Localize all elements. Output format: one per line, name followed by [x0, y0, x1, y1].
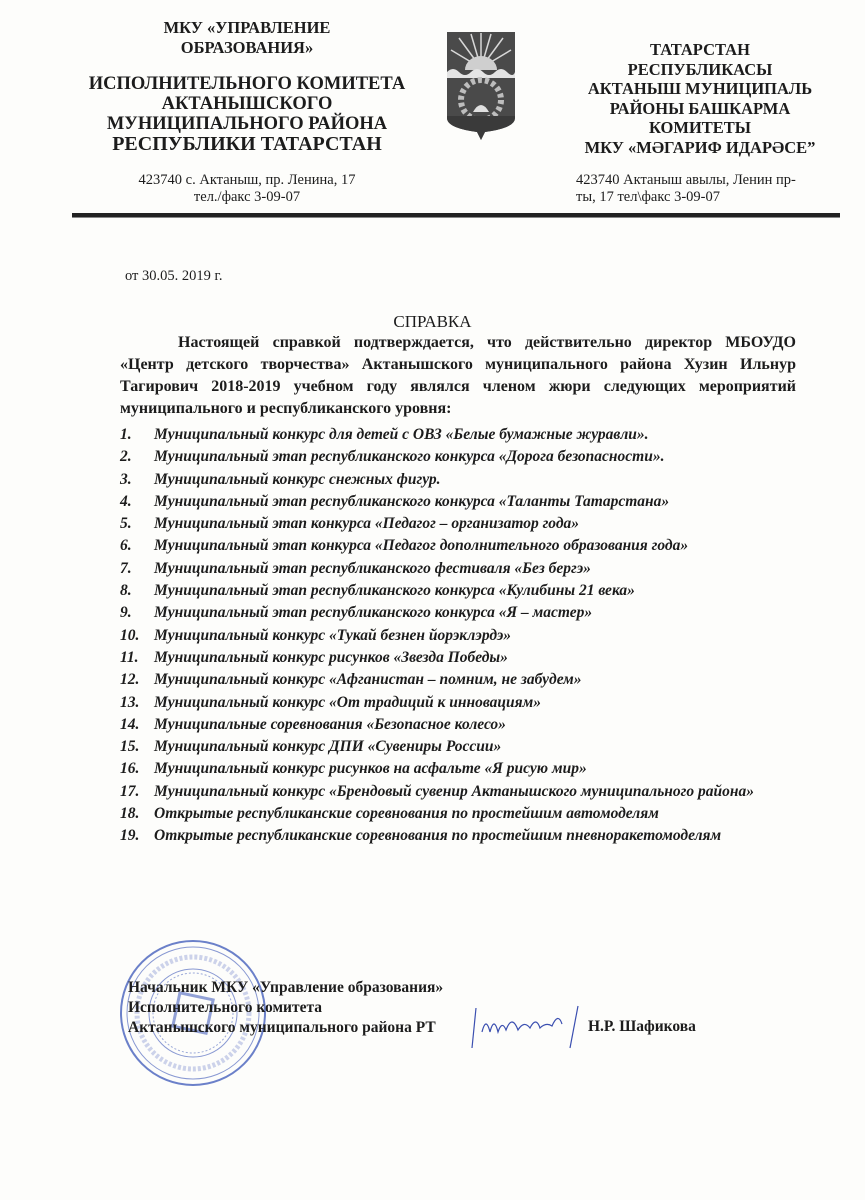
address-right-line1: 423740 Актаныш авылы, Ленин пр- [576, 172, 796, 188]
position-line2: Исполнительного комитета [128, 999, 323, 1016]
list-item: 5. Муниципальный этап конкурса «Педагог – организатор года» [120, 515, 580, 533]
committee-line1: ИСПОЛНИТЕЛЬНОГО КОМИТЕТА [88, 74, 406, 94]
org-name-line2: ОБРАЗОВАНИЯ» [180, 38, 314, 57]
committee-line4: РЕСПУБЛИКИ ТАТАРСТАН [112, 133, 382, 155]
signer-name: Н.Р. Шафикова [588, 1018, 696, 1035]
list-item: 6. Муниципальный этап конкурса «Педагог дополнительного образования года» [120, 537, 689, 555]
tatar-line5: КОМИТЕТЫ [648, 118, 751, 137]
list-item: 12. Муниципальный конкурс «Афганистан – помним, не забудем» [120, 671, 582, 689]
address-line2: тел./факс 3-09-07 [193, 189, 301, 205]
list-item: 14. Муниципальные соревнования «Безопасное колесо» [120, 715, 506, 733]
tatar-line6: МКУ «МӘГАРИФ ИДАРӘСЕ” [584, 137, 816, 157]
events-list [120, 424, 800, 848]
tatar-line3: АКТАНЫШ МУНИЦИПАЛЬ [587, 79, 813, 98]
list-item: 19. Открытые республиканские соревнования по простейшим пневноракетомоделям [120, 827, 722, 845]
header-right-address [576, 172, 826, 206]
list-item: 11. Муниципальный конкурс рисунков «Звезда Победы» [120, 648, 508, 666]
list-item: 2. Муниципальный этап республиканского конкурса «Дорога безопасности». [120, 448, 665, 466]
list-item: 17. Муниципальный конкурс «Брендовый сувенир Актанышского муниципального района» [120, 782, 754, 800]
list-item: 10. Муниципальный конкурс «Тукай безнен йорэклэрдэ» [120, 626, 512, 644]
list-item: 1. Муниципальный конкурс для детей с ОВЗ «Белые бумажные журавли». [120, 426, 649, 443]
position-line3: Актанышского муниципального района РТ [128, 1019, 436, 1036]
header-right-org [565, 40, 835, 157]
list-item: 18. Открытые республиканские соревнования по простейшим автомоделям [120, 805, 659, 823]
list-item: 8. Муниципальный этап республиканского конкурса «Кулибины 21 века» [120, 582, 635, 600]
document-intro [120, 332, 796, 420]
list-item: 16. Муниципальный конкурс рисунков на асфальте «Я рисую мир» [120, 760, 587, 778]
committee-line3: МУНИЦИПАЛЬНОГО РАЙОНА [106, 114, 388, 134]
header-divider [72, 213, 840, 218]
header-left-org [82, 18, 412, 154]
intro-text: Настоящей справкой подтверждается, что действительно директор МБОУДО «Центр детского творчества» Актанышского муниципального района Хузин Ильнур Тагирович 2018-2019 учебном году являлся членом жюри следующих мероприятий муниципального и республиканского уровня: [120, 334, 796, 417]
handwritten-signature [466, 1002, 586, 1052]
list-item: 9. Муниципальный этап республиканского конкурса «Я – мастер» [120, 604, 593, 622]
tatar-line2: РЕСПУБЛИКАСЫ [627, 59, 773, 79]
tatar-line1: ТАТАРСТАН [650, 40, 750, 59]
document-date: от 30.05. 2019 г. [125, 268, 223, 284]
position-line1: Начальник МКУ «Управление образования» [128, 979, 444, 996]
list-item: 3. Муниципальный конкурс снежных фигур. [120, 470, 441, 488]
list-item: 13. Муниципальный конкурс «От традиций к инновациям» [120, 693, 542, 711]
list-item: 7. Муниципальный этап республиканского фестиваля «Без бергэ» [120, 559, 591, 577]
signatory-position [128, 978, 443, 1038]
address-line1: 423740 с. Актаныш, пр. Ленина, 17 [138, 172, 356, 188]
committee-line2: АКТАНЫШСКОГО [161, 94, 333, 114]
tatar-line4: РАЙОНЫ БАШКАРМА [609, 98, 791, 118]
coat-of-arms-icon [445, 30, 517, 140]
list-item: 4. Муниципальный этап республиканского конкурса «Таланты Татарстана» [120, 492, 670, 510]
list-item: 15. Муниципальный конкурс ДПИ «Сувениры России» [120, 738, 502, 756]
org-name-line1: МКУ «УПРАВЛЕНИЕ [163, 18, 331, 37]
address-right-line2: ты, 17 тел\факс 3-09-07 [576, 189, 720, 205]
document-title: СПРАВКА [393, 312, 472, 331]
header-left-address [82, 172, 412, 206]
